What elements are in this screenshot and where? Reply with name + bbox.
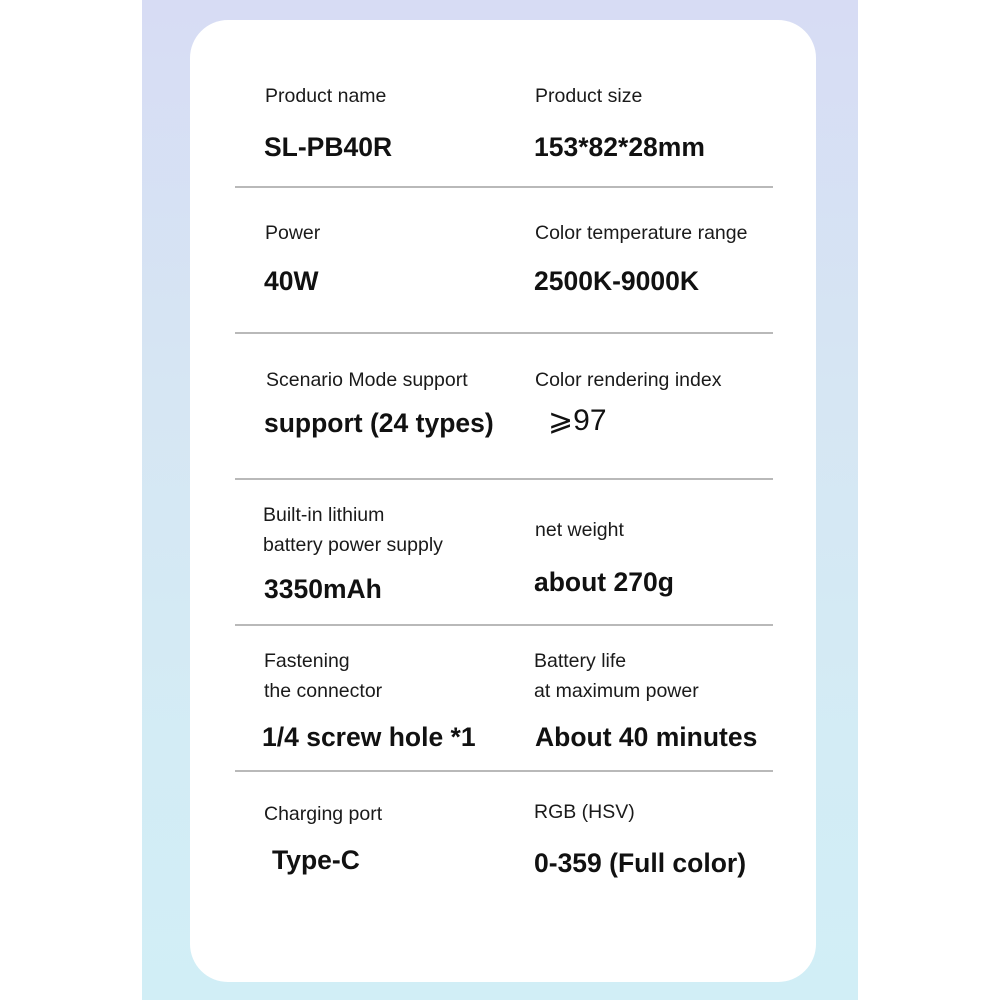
spec-value-color-temperature: 2500K-9000K — [534, 266, 700, 296]
spec-value-battery-capacity: 3350mAh — [264, 574, 382, 604]
spec-label-battery-supply: Built-in lithium battery power supply — [263, 504, 443, 556]
spec-label-fastening: Fastening the connector — [264, 650, 383, 702]
spec-label-scenario-mode: Scenario Mode support — [266, 369, 468, 391]
row-divider — [235, 332, 773, 334]
spec-label-net-weight: net weight — [535, 519, 624, 541]
spec-label-power: Power — [265, 222, 321, 244]
row-divider — [235, 478, 773, 480]
spec-label-color-temperature: Color temperature range — [535, 222, 748, 244]
spec-label-battery-life: Battery life at maximum power — [534, 650, 699, 702]
spec-label-charging-port: Charging port — [264, 803, 383, 825]
spec-value-product-size: 153*82*28mm — [534, 132, 705, 162]
spec-value-battery-life: About 40 minutes — [535, 722, 758, 752]
spec-value-rgb: 0-359 (Full color) — [534, 848, 747, 878]
spec-label-product-name: Product name — [265, 85, 387, 107]
spec-label-product-size: Product size — [535, 85, 643, 107]
spec-value-color-rendering-index: ⩾97 — [548, 404, 607, 437]
spec-value-power: 40W — [264, 266, 319, 296]
row-divider — [235, 186, 773, 188]
row-divider — [235, 624, 773, 626]
spec-label-color-rendering-index: Color rendering index — [535, 369, 722, 391]
spec-value-charging-port: Type-C — [272, 845, 360, 875]
spec-value-fastening: 1/4 screw hole *1 — [262, 722, 476, 752]
spec-value-scenario-mode: support (24 types) — [264, 408, 494, 438]
row-divider — [235, 770, 773, 772]
spec-value-net-weight: about 270g — [534, 567, 674, 597]
spec-value-product-name: SL-PB40R — [264, 132, 393, 162]
spec-label-rgb: RGB (HSV) — [534, 801, 635, 823]
